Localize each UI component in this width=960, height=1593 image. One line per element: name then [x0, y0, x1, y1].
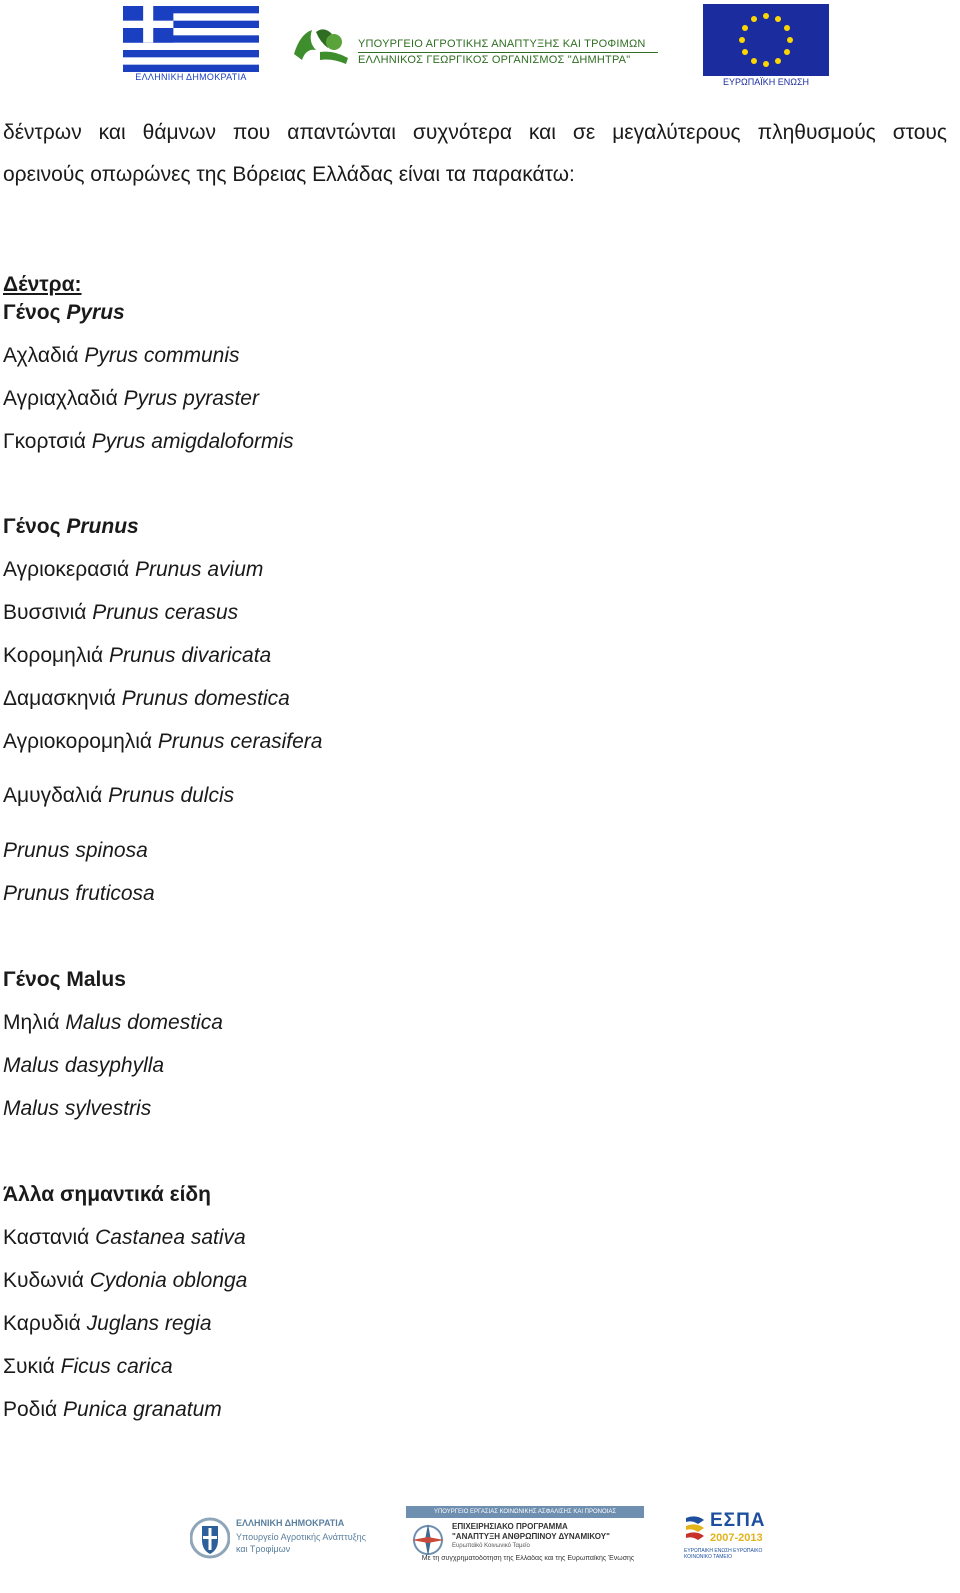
footer-program-line-2: "ΑΝΑΠΤΥΞΗ ΑΝΘΡΩΠΙΝΟΥ ΔΥΝΑΜΙΚΟΥ" [452, 1532, 610, 1541]
footer-ministry-line-3: και Τροφίμων [236, 1544, 291, 1554]
espa-years: 2007-2013 [710, 1532, 763, 1544]
genus-label: Γένος [3, 515, 61, 538]
espa-caption: ΕΥΡΩΠΑΪΚΗ ΕΝΩΣΗ ΕΥΡΩΠΑΪΚΟ ΚΟΙΝΩΝΙΚΟ ΤΑΜΕΙΟ [684, 1548, 763, 1560]
list-item: Prunus fruticosa [3, 882, 155, 905]
common-name: Γκορτσιά [3, 430, 86, 453]
intro-line-2: ορεινούς οπωρώνες της Βόρειας Ελλάδας είναι τα παρακάτω: [3, 163, 575, 186]
list-item [3, 783, 234, 809]
other-species-heading: Άλλα σημαντικά είδη [3, 1183, 211, 1206]
organization-name: ΕΛΛΗΝΙΚΟΣ ΓΕΩΡΓΙΚΟΣ ΟΡΓΑΝΙΣΜΟΣ "ΔΗΜΗΤΡΑ" [358, 54, 631, 66]
list-item [3, 1354, 173, 1380]
latin-name: Pyrus amigdaloformis [91, 430, 294, 453]
footer-ministry-line-1: ΕΛΛΗΝΙΚΗ ΔΗΜΟΚΡΑΤΙΑ [236, 1518, 345, 1528]
latin-name: Pyrus communis [84, 344, 240, 367]
intro-line-1: δέντρων και θάμνων που απαντώνται συχνότερα και σε μεγαλύτερους πληθυσμούς στους [3, 121, 947, 144]
latin-name: Castanea sativa [95, 1226, 246, 1249]
common-name: Αγριαχλαδιά [3, 387, 118, 410]
latin-name: Ficus carica [60, 1355, 173, 1378]
eu-flag-icon [703, 4, 829, 76]
latin-name: Cydonia oblonga [89, 1269, 248, 1292]
list-item [3, 343, 240, 369]
latin-name: Prunus domestica [121, 687, 290, 710]
latin-name: Prunus avium [134, 558, 264, 581]
list-item [3, 729, 322, 755]
genus-name: Pyrus [66, 301, 125, 324]
latin-name: Prunus divaricata [108, 644, 272, 667]
greek-flag-caption: ΕΛΛΗΝΙΚΗ ΔΗΜΟΚΡΑΤΙΑ [135, 72, 247, 82]
latin-name: Prunus dulcis [108, 784, 235, 807]
list-item [3, 1010, 223, 1036]
latin-name: Pyrus pyraster [123, 387, 259, 410]
footer-program-line-3: Ευρωπαϊκό Κοινωνικό Ταμείο [452, 1543, 530, 1549]
common-name: Κυδωνιά [3, 1269, 84, 1292]
list-item [3, 386, 259, 412]
common-name: Αμυγδαλιά [3, 784, 103, 807]
list-item [3, 1311, 212, 1337]
footer-program-top-bar: ΥΠΟΥΡΓΕΙΟ ΕΡΓΑΣΙΑΣ ΚΟΙΝΩΝΙΚΗΣ ΑΣΦΑΛΙΣΗΣ ΚΑΙ ΠΡΟΝΟΙΑΣ [406, 1506, 644, 1518]
common-name: Αγριοκερασιά [3, 558, 130, 581]
trees-heading: Δέντρα: [3, 273, 82, 296]
genus-name: Prunus [66, 515, 139, 538]
demeter-emblem-icon [290, 24, 354, 68]
ministry-underline [358, 52, 658, 53]
greek-flag-logo [123, 6, 259, 84]
genus-pyrus-heading [3, 300, 125, 326]
list-item [3, 557, 263, 583]
eu-flag-logo [703, 4, 829, 88]
greek-flag-icon [123, 6, 259, 72]
compass-emblem-icon [410, 1522, 446, 1558]
common-name: Μηλιά [3, 1011, 60, 1034]
list-item [3, 1268, 247, 1294]
list-item [3, 1397, 222, 1423]
footer-operational-program-logo [384, 1506, 672, 1566]
genus-malus-heading: Γένος Malus [3, 968, 126, 991]
espa-title: ΕΣΠΑ [710, 1510, 766, 1531]
genus-prunus-heading [3, 514, 139, 540]
common-name: Ροδιά [3, 1398, 58, 1421]
list-item [3, 429, 294, 455]
list-item [3, 686, 290, 712]
eu-caption: ΕΥΡΩΠΑΪΚΗ ΕΝΩΣΗ [722, 77, 810, 87]
list-item: Prunus spinosa [3, 839, 148, 862]
common-name: Δαμασκηνιά [3, 687, 116, 710]
footer-espa-logo [684, 1510, 780, 1562]
list-item: Malus dasyphylla [3, 1054, 165, 1077]
latin-name: Prunus cerasus [92, 601, 239, 624]
common-name: Καρυδιά [3, 1312, 81, 1335]
espa-swoosh-icon [684, 1514, 706, 1544]
footer-program-line-1: ΕΠΙΧΕΙΡΗΣΙΑΚΟ ΠΡΟΓΡΑΜΜΑ [452, 1522, 568, 1531]
common-name: Καστανιά [3, 1226, 90, 1249]
footer-ministry-line-2: Υπουργείο Αγροτικής Ανάπτυξης [236, 1532, 366, 1542]
latin-name: Prunus cerasifera [157, 730, 323, 753]
common-name: Κορομηλιά [3, 644, 104, 667]
footer-ministry-logo [190, 1514, 380, 1562]
common-name: Αγριοκορομηλιά [3, 730, 153, 753]
list-item: Malus sylvestris [3, 1097, 152, 1120]
common-name: Αχλαδιά [3, 344, 79, 367]
latin-name: Punica granatum [63, 1398, 222, 1421]
list-item [3, 643, 271, 669]
list-item [3, 1225, 246, 1251]
ministry-logo [290, 24, 662, 70]
latin-name: Juglans regia [86, 1312, 212, 1335]
genus-label: Γένος [3, 301, 61, 324]
latin-name: Malus domestica [65, 1011, 223, 1034]
ministry-name: ΥΠΟΥΡΓΕΙΟ ΑΓΡΟΤΙΚΗΣ ΑΝΑΠΤΥΞΗΣ ΚΑΙ ΤΡΟΦΙΜΩΝ [358, 38, 646, 50]
list-item [3, 600, 238, 626]
common-name: Βυσσινιά [3, 601, 87, 624]
footer-program-bottom: Με τη συγχρηματοδότηση της Ελλάδας και της Ευρωπαϊκής Ένωσης [421, 1555, 635, 1562]
common-name: Συκιά [3, 1355, 55, 1378]
greek-coat-of-arms-icon [190, 1516, 230, 1560]
